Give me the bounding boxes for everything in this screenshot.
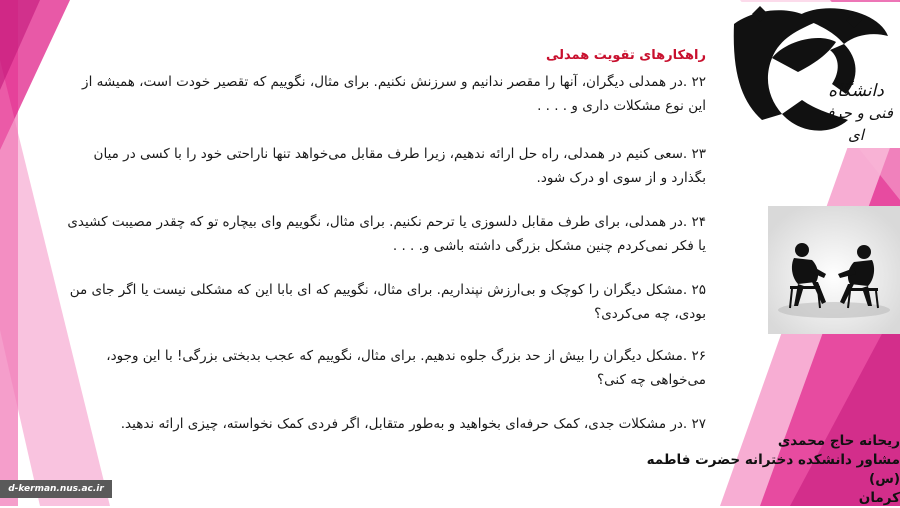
two-people-silhouette-icon bbox=[768, 206, 900, 334]
logo-text-line2: فنی و حرفه ای bbox=[819, 104, 893, 144]
list-item: ۲۶ .مشکل دیگران را بیش از حد بزرگ جلوه ندهیم. برای مثال، نگوییم که عجب بدبختی بزرگی! با این وجود، می‌خواهی چه کنی؟ bbox=[106, 348, 706, 388]
logo-text-line1: دانشگاه bbox=[828, 81, 884, 101]
counseling-photo bbox=[768, 206, 900, 334]
author-city: کرمان bbox=[858, 490, 900, 506]
slide-heading: راهکارهای تقویت همدلی bbox=[545, 48, 706, 63]
author-signature bbox=[620, 432, 900, 508]
university-logo bbox=[728, 2, 900, 148]
list-item: ۲۳ .سعی کنیم در همدلی، راه حل ارائه ندهیم، زیرا طرف مقابل می‌خواهد تنها ناراحتی خود را با کسی در میان بگذارد و از سوی او درک شود. bbox=[93, 146, 706, 186]
list-item: ۲۲ .در همدلی دیگران، آنها را مقصر ندانیم و سرزنش نکنیم. برای مثال، نگوییم که تقصیر خودت است، همیشه از این نوع مشکلات داری و . . . . bbox=[82, 74, 706, 114]
list-item: ۲۷ .در مشکلات جدی، کمک حرفه‌ای بخواهید و به‌طور متقابل، اگر فردی کمک نخواسته، چیزی ارائه ندهید. bbox=[120, 416, 706, 432]
list-item: ۲۵ .مشکل دیگران را کوچک و بی‌ارزش نپنداریم. برای مثال، نگوییم که ای بابا این که مشکلی نیست یا اگر جای من بودی، چه می‌کردی؟ bbox=[69, 282, 706, 322]
author-role: مشاور دانشکده دخترانه حضرت فاطمه (س) bbox=[646, 452, 900, 487]
author-name: ریحانه حاج محمدی bbox=[777, 433, 900, 449]
website-link[interactable]: d-kerman.nus.ac.ir bbox=[0, 480, 112, 498]
list-item: ۲۴ .در همدلی، برای طرف مقابل دلسوزی یا ترحم نکنیم. برای مثال، نگوییم وای بیچاره تو که چقدر مصیبت کشیدی یا فکر نمی‌کردم چنین مشکل بزرگی داشته باشی و. . . . bbox=[67, 214, 706, 254]
main-content bbox=[66, 46, 706, 432]
logo-text bbox=[816, 80, 896, 146]
